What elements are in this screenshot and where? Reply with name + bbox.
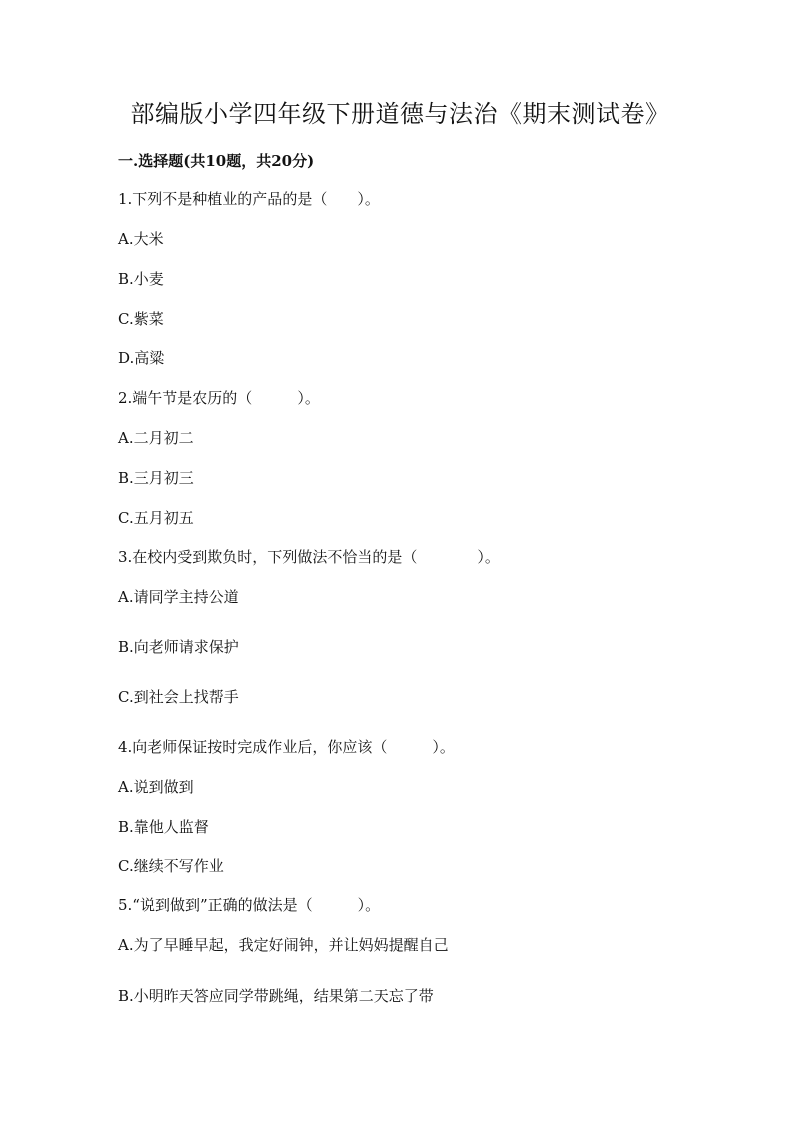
question-4-stem: 4.向老师保证按时完成作业后，你应该（ ）。 (118, 738, 455, 756)
question-4-option-c: C.继续不写作业 (118, 857, 224, 875)
question-3-option-b: B.向老师请求保护 (118, 638, 239, 656)
question-2-option-b: B.三月初三 (118, 469, 194, 487)
question-5-option-b: B.小明昨天答应同学带跳绳，结果第二天忘了带 (118, 987, 434, 1005)
question-4-option-b: B.靠他人监督 (118, 818, 209, 836)
question-2-stem: 2.端午节是农历的（ ）。 (118, 389, 320, 407)
question-3-option-a: A.请同学主持公道 (118, 588, 239, 606)
question-2-option-c: C.五月初五 (118, 509, 194, 527)
question-5-stem: 5.“说到做到”正确的做法是（ ）。 (118, 896, 381, 914)
question-1-option-d: D.高粱 (118, 349, 165, 367)
question-1-stem: 1.下列不是种植业的产品的是（ ）。 (118, 190, 380, 208)
question-4-option-a: A.说到做到 (118, 778, 194, 796)
question-5-option-a: A.为了早睡早起，我定好闹钟，并让妈妈提醒自己 (118, 936, 449, 954)
question-1-option-b: B.小麦 (118, 270, 164, 288)
question-1-option-a: A.大米 (118, 230, 164, 248)
question-3-option-c: C.到社会上找帮手 (118, 688, 239, 706)
question-2-option-a: A.二月初二 (118, 429, 194, 447)
section-heading: 一.选择题(共10题，共20分) (118, 152, 315, 170)
question-3-stem: 3.在校内受到欺负时，下列做法不恰当的是（ ）。 (118, 548, 500, 566)
question-1-option-c: C.紫菜 (118, 310, 164, 328)
page-title: 部编版小学四年级下册道德与法治《期末测试卷》 (130, 100, 670, 128)
